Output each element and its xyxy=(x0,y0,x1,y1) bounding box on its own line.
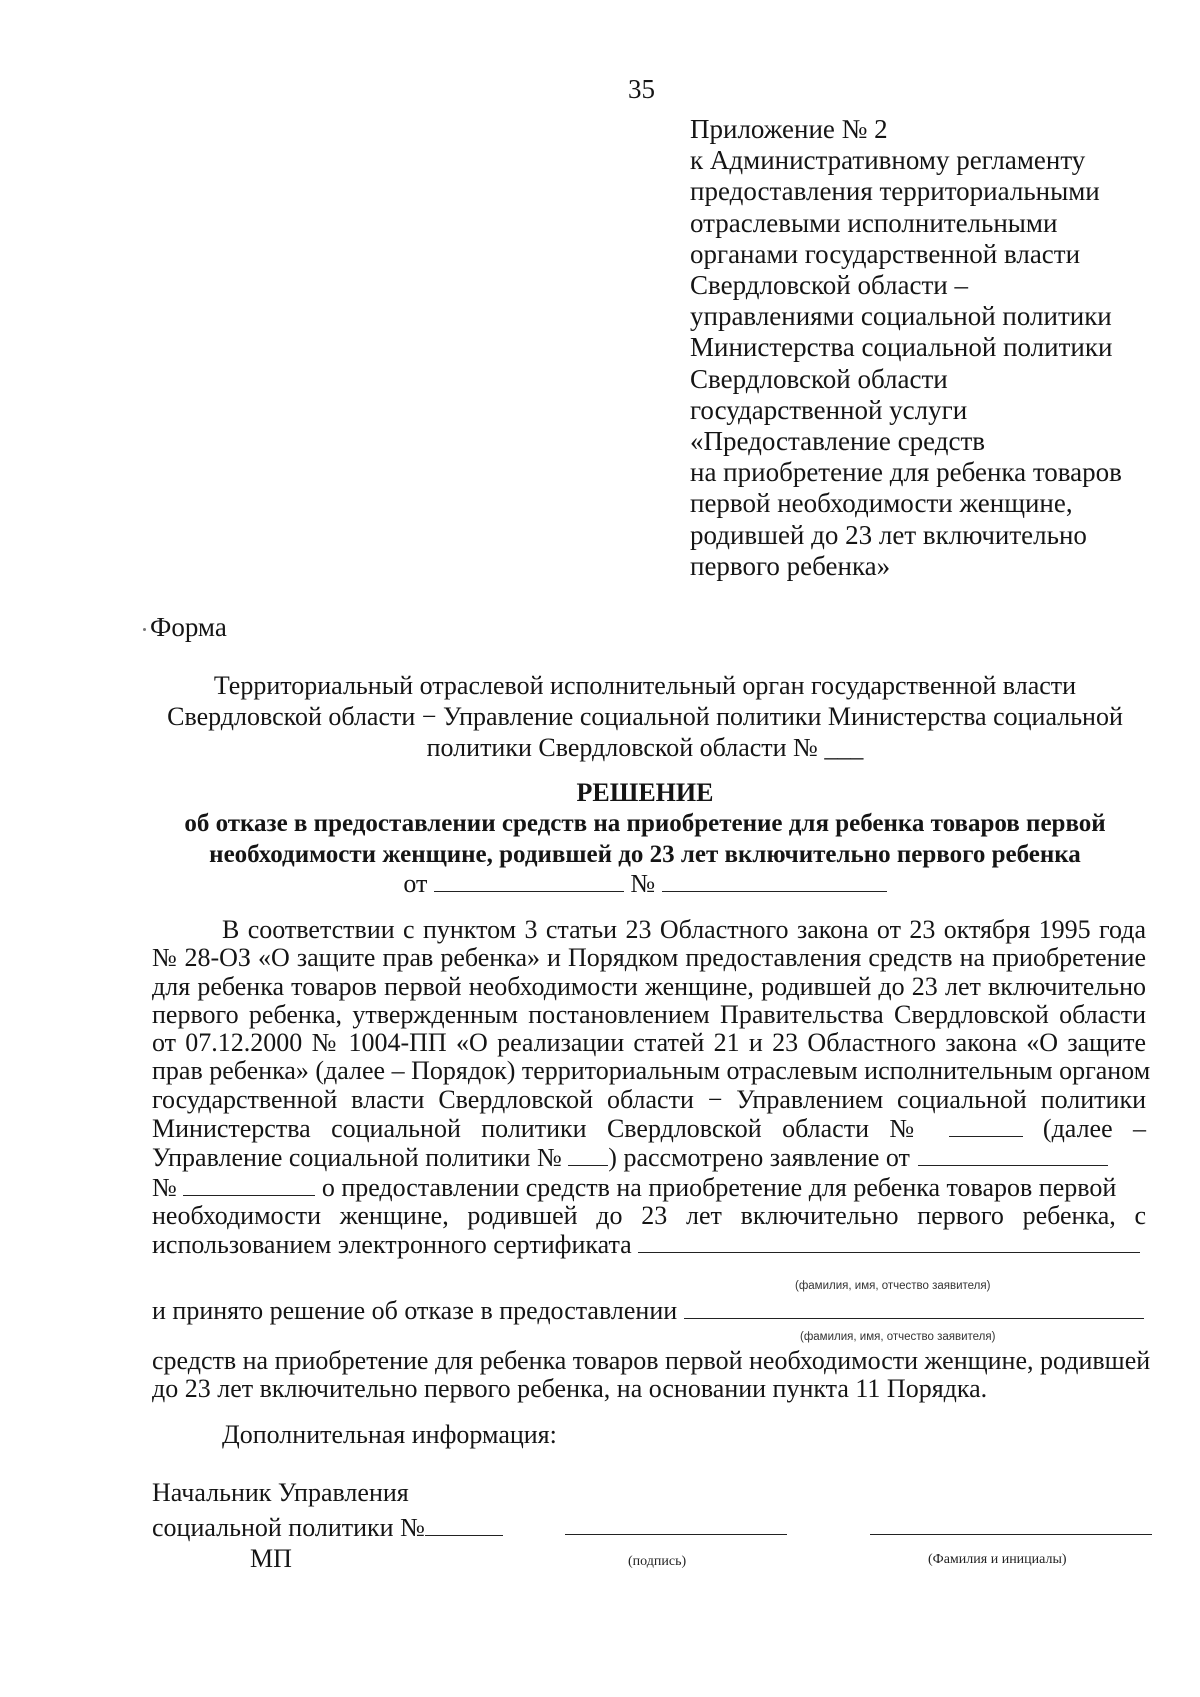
decision-body-end xyxy=(152,1346,1151,1404)
form-label-text: Форма xyxy=(150,612,227,642)
organization-line: Территориальный отраслевой исполнительный орган государственной власти xyxy=(213,671,1077,700)
department-number-blank[interactable] xyxy=(949,1114,1023,1137)
body-line: для ребенка товаров первой необходимости женщине, родившей до 23 лет включительно xyxy=(152,971,1146,1001)
decision-heading: РЕШЕНИЕ xyxy=(576,778,714,807)
appendix-line: к Административному регламенту xyxy=(690,145,1086,176)
applicant-name-caption: (фамилия, имя, отчество заявителя) xyxy=(795,1280,991,1292)
body-text: ) рассмотрено заявление от xyxy=(608,1143,910,1173)
date-blank[interactable] xyxy=(434,869,624,892)
signature-position-line: Начальник Управления xyxy=(152,1478,409,1507)
appendix-line: Министерства социальной политики xyxy=(690,332,1113,363)
body-text: о предоставлении средств на приобретение для ребенка товаров первой xyxy=(321,1172,1117,1202)
body-line: до 23 лет включительно первого ребенка, на основании пункта 11 Порядка. xyxy=(152,1374,988,1404)
organization-block xyxy=(150,670,1140,763)
appendix-line: государственной услуги xyxy=(690,394,968,425)
appendix-line: Свердловской области – xyxy=(690,270,968,301)
appendix-line: родившей до 23 лет включительно xyxy=(690,519,1087,550)
body-line xyxy=(152,1296,1146,1325)
body-line: В соответствии с пунктом 3 статьи 23 Областного закона от 23 октября 1995 года xyxy=(222,915,1146,944)
signature-block xyxy=(152,1475,503,1545)
body-text: Министерства социальной политики Свердловской области № xyxy=(152,1114,929,1144)
appendix-line: отраслевыми исполнительными xyxy=(690,207,1058,238)
body-line: первого ребенка, утвержденным постановлением Правительства Свердловской области xyxy=(152,999,1146,1029)
signature-blank[interactable] xyxy=(565,1534,787,1535)
body-text: Управление социальной политики № xyxy=(152,1143,562,1173)
decision-subtitle-line: необходимости женщине, родившей до 23 лет включительно первого ребенка xyxy=(209,841,1081,868)
department-number-blank[interactable] xyxy=(425,1513,503,1536)
decision-date-line xyxy=(150,869,1140,899)
applicant-name-blank[interactable] xyxy=(638,1230,1140,1253)
date-prefix: от xyxy=(403,869,428,898)
refusal-name-caption: (фамилия, имя, отчество заявителя) xyxy=(800,1331,996,1343)
signature-caption: (подпись) xyxy=(628,1554,687,1569)
appendix-line: Свердловской области xyxy=(690,363,948,394)
body-line: государственной власти Свердловской области − Управлением социальной политики xyxy=(152,1084,1146,1114)
signature-position-line xyxy=(152,1510,503,1545)
decision-body-continued xyxy=(152,1296,1146,1325)
name-initials-caption: (Фамилия и инициалы) xyxy=(928,1552,1067,1567)
appendix-header xyxy=(690,114,1170,582)
body-text: использованием электронного сертификата xyxy=(152,1230,632,1260)
body-line xyxy=(152,1114,1146,1143)
body-line xyxy=(152,1230,1146,1259)
body-line xyxy=(152,1143,1146,1172)
additional-info-label: Дополнительная информация: xyxy=(222,1420,557,1449)
name-initials-blank[interactable] xyxy=(870,1534,1152,1535)
appendix-line: первого ребенка» xyxy=(690,550,891,581)
page-number: 35 xyxy=(628,74,655,104)
organization-line: политики Свердловской области № ___ xyxy=(426,733,864,762)
appendix-line: органами государственной власти xyxy=(690,238,1081,269)
refusal-name-blank[interactable] xyxy=(684,1296,1144,1319)
body-line: средств на приобретение для ребенка товаров первой необходимости женщине, родившей xyxy=(152,1346,1151,1375)
body-text: № xyxy=(152,1172,177,1202)
body-line: № 28-ОЗ «О защите прав ребенка» и Порядком предоставления средств на приобретение xyxy=(152,943,1146,973)
number-blank[interactable] xyxy=(662,869,887,892)
appendix-line: Приложение № 2 xyxy=(690,114,888,144)
body-line xyxy=(152,1173,1146,1202)
body-line: прав ребенка» (далее – Порядок) территориальным отраслевым исполнительным органом xyxy=(152,1056,1151,1086)
scan-dot xyxy=(143,628,146,631)
decision-title xyxy=(150,777,1140,870)
organization-line: Свердловской области − Управление социальной политики Министерства социальной xyxy=(167,702,1123,731)
appendix-line: предоставления территориальными xyxy=(690,176,1100,207)
number-prefix: № xyxy=(630,869,656,898)
decision-subtitle-line: об отказе в предоставлении средств на приобретение для ребенка товаров первой xyxy=(184,810,1106,837)
form-label xyxy=(150,612,227,643)
appendix-line: на приобретение для ребенка товаров xyxy=(690,457,1122,488)
body-text: и принято решение об отказе в предоставлении xyxy=(152,1296,678,1325)
body-line: от 07.12.2000 № 1004-ПП «О реализации статей 21 и 23 Областного закона «О защите xyxy=(152,1028,1146,1058)
appendix-line: «Предоставление средств xyxy=(690,426,985,457)
signature-position-text: социальной политики № xyxy=(152,1513,425,1542)
body-line: необходимости женщине, родившей до 23 лет включительно первого ребенка, с xyxy=(152,1200,1146,1230)
application-number-blank[interactable] xyxy=(183,1173,315,1196)
application-date-blank[interactable] xyxy=(918,1143,1108,1166)
stamp-placeholder: МП xyxy=(250,1544,292,1573)
appendix-line: первой необходимости женщине, xyxy=(690,488,1073,519)
body-text: (далее – xyxy=(1042,1114,1147,1144)
decision-body xyxy=(152,915,1151,1260)
department-number-blank[interactable] xyxy=(568,1143,608,1166)
appendix-line: управлениями социальной политики xyxy=(690,301,1112,332)
